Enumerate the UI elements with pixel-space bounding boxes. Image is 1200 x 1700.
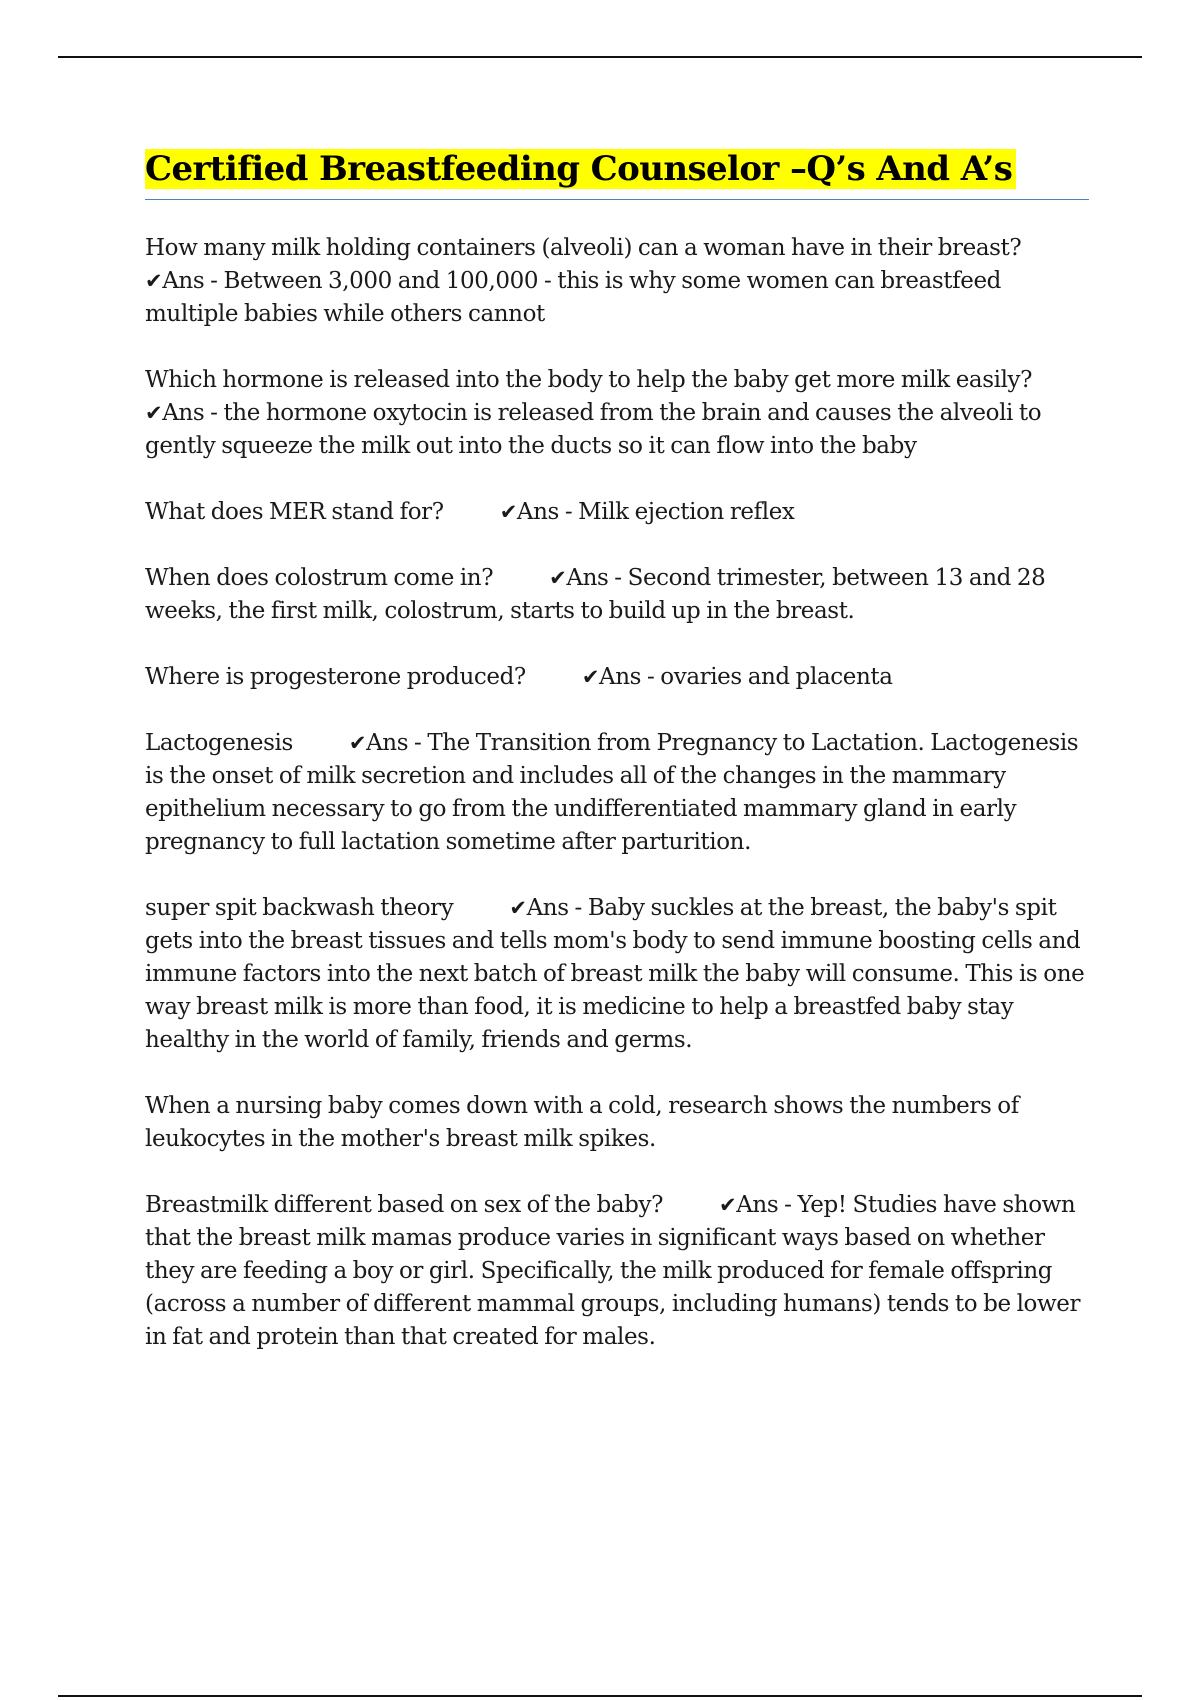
question-text: super spit backwash theory: [145, 895, 454, 921]
answer-text: ovaries and placenta: [660, 664, 893, 690]
answer-prefix: Ans -: [162, 268, 224, 294]
answer-prefix: Ans -: [599, 664, 661, 690]
answer-prefix: Ans -: [566, 565, 628, 591]
checkmark-icon: ✔: [348, 731, 367, 755]
answer-prefix: Ans -: [162, 400, 224, 426]
checkmark-icon: ✔: [719, 1193, 737, 1217]
answer-text: Second trimester, between 13 and 28 weeks, the first milk, colostrum, starts to build up in the breast.: [145, 565, 1046, 624]
qa-item: [145, 562, 1090, 628]
answer-prefix: Ans -: [516, 499, 579, 525]
answer-prefix: Ans -: [526, 895, 588, 921]
answer-prefix: Ans -: [366, 730, 428, 756]
page-footer-rule: [58, 1695, 1142, 1697]
checkmark-icon: ✔: [499, 500, 517, 524]
question-text: How many milk holding containers (alveoli) can a woman have in their breast?: [145, 235, 1022, 261]
answer-prefix: Ans -: [736, 1192, 798, 1218]
statement-item: [145, 1090, 1090, 1156]
question-text: Lactogenesis: [145, 730, 293, 756]
answer-text: Yep! Studies have shown that the breast milk mamas produce varies in significant ways based on whether they are feeding a boy or girl. Specifically, the milk produced for female offspring (across a number of different mammal groups, including humans) tends to be lower in fat and protein than that created for males.: [145, 1192, 1081, 1350]
qa-item: [145, 232, 1090, 331]
document-title: Certified Breastfeeding Counselor –Q’s And A’s: [145, 149, 1016, 189]
answer-text: Between 3,000 and 100,000 - this is why some women can breastfeed multiple babies while others cannot: [145, 268, 1001, 327]
checkmark-icon: ✔: [509, 896, 527, 920]
answer-text: Baby suckles at the breast, the baby's spit gets into the breast tissues and tells mom's body to send immune boosting cells and immune factors into the next batch of breast milk the baby will consume. This is one way breast milk is more than food, it is medicine to help a breastfed baby stay healthy in the world of family, friends and germs.: [145, 895, 1085, 1053]
qa-item: [145, 727, 1090, 859]
title-block: [145, 144, 1089, 200]
page-header-rule: [58, 56, 1142, 58]
answer-text: Milk ejection reflex: [578, 499, 795, 525]
qa-list: [145, 232, 1090, 1387]
checkmark-icon: ✔: [581, 665, 600, 689]
checkmark-icon: ✔: [549, 566, 567, 590]
question-text: When does colostrum come in?: [145, 565, 494, 591]
checkmark-icon: ✔: [145, 401, 163, 425]
question-text: Breastmilk different based on sex of the baby?: [145, 1192, 664, 1218]
question-text: Where is progesterone produced?: [145, 664, 526, 690]
answer-text: The Transition from Pregnancy to Lactation. Lactogenesis is the onset of milk secretion and includes all of the changes in the mammary epithelium necessary to go from the undifferentiated mammary gland in early pregnancy to full lactation sometime after parturition.: [145, 730, 1079, 855]
question-text: What does MER stand for?: [145, 499, 444, 525]
qa-item: [145, 496, 1090, 529]
checkmark-icon: ✔: [145, 269, 163, 293]
qa-item: [145, 892, 1090, 1057]
statement-text: When a nursing baby comes down with a cold, research shows the numbers of leukocytes in the mother's breast milk spikes.: [145, 1093, 1019, 1152]
qa-item: [145, 1189, 1090, 1354]
question-text: Which hormone is released into the body to help the baby get more milk easily?: [145, 367, 1033, 393]
qa-item: [145, 661, 1090, 694]
answer-text: the hormone oxytocin is released from the brain and causes the alveoli to gently squeeze the milk out into the ducts so it can flow into the baby: [145, 400, 1042, 459]
qa-item: [145, 364, 1090, 463]
